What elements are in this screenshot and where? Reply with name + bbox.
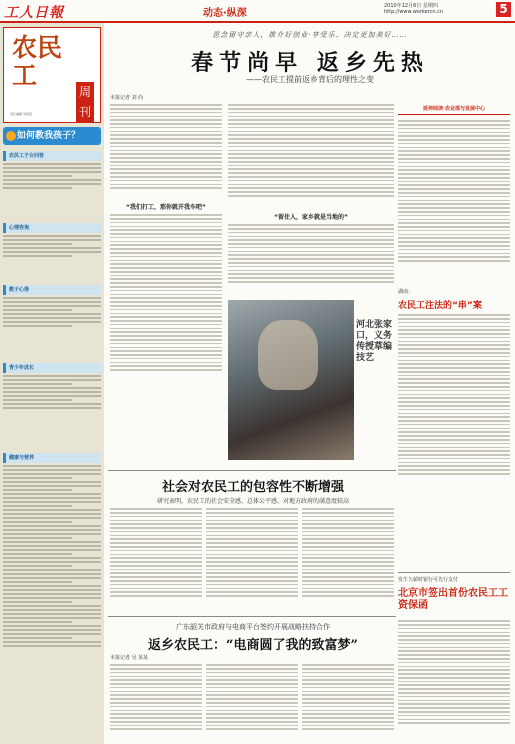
- article-column-2b: [228, 222, 394, 285]
- article-column-1: [110, 102, 222, 191]
- gd-column-2: [206, 662, 298, 732]
- qa-heading: 健康与营养: [3, 453, 101, 463]
- main-subhead: ——农民工提前返乡背后的理性之变: [246, 75, 374, 84]
- right-headline-3: 北京市签出首份农民工工资保函: [398, 588, 508, 611]
- gd-column-1: [110, 662, 202, 732]
- article-column-2: [228, 102, 394, 199]
- qa-block-4: [3, 363, 101, 411]
- right-kicker-3: 发生欠薪时银行可先行支付: [398, 577, 459, 583]
- gd-top-rule: [108, 616, 396, 617]
- society-column-2: [206, 506, 298, 599]
- gd-column-3: [302, 662, 394, 732]
- weekly-badge: 周刊: [76, 82, 94, 122]
- society-column-1: [110, 506, 202, 599]
- slogan-line: 思念留守亲人，推介好创业·享受乐、决定更加美好……: [212, 31, 408, 39]
- article-subtitle-1: “我们打工，那你就开我车吧”: [126, 204, 206, 211]
- right-divider: [398, 572, 510, 573]
- society-column-3: [302, 506, 394, 599]
- right-column-text: [398, 118, 510, 264]
- issue-date: 2010年12月6日 星期四: [384, 3, 438, 9]
- dateline: [384, 3, 443, 15]
- main-headline: 春节尚早 返乡先热: [191, 50, 429, 76]
- qa-heading: 青少年成长: [3, 363, 101, 373]
- page-number: 5: [496, 2, 511, 17]
- left-column: [0, 23, 104, 744]
- qa-block-3: [3, 285, 101, 329]
- photo-caption: 河北张家口，义务传授草编技艺: [356, 320, 393, 363]
- qa-block-2: [3, 223, 101, 259]
- ask-banner: 如何教我孩子？: [3, 127, 101, 145]
- right-headline-2: 农民工注法的“串”案: [398, 301, 482, 311]
- right-kicker-hunan: 湖南：: [398, 289, 414, 295]
- society-top-rule: [108, 470, 396, 471]
- qa-heading: 农民工子女问答: [3, 151, 101, 161]
- qa-block-5: [3, 453, 101, 649]
- newspaper-logo: 工人日報: [4, 5, 64, 21]
- article-photo: [228, 300, 354, 460]
- society-headline: 社会对农民工的包容性不断增强: [161, 480, 344, 495]
- supplement-title-box: [3, 27, 101, 123]
- article-column-1b: [110, 212, 222, 373]
- gd-byline: 本报记者 吴 某某: [110, 655, 149, 661]
- qa-heading: 心理咨询: [3, 223, 101, 233]
- right-column-text-3: [398, 618, 510, 726]
- article-subtitle-2: “留住人，家乡就是当地的”: [274, 214, 348, 221]
- section-title: 动态·纵深: [203, 8, 247, 19]
- qa-heading: 教子心得: [3, 285, 101, 295]
- society-subhead: 研究表明，农民工的社会安全感、总体公平感、对地方政府的满意度较高: [156, 498, 349, 505]
- supplement-title: 农民工: [12, 33, 63, 90]
- gd-kicker: 广东韶关市政府与电商平台签约开展战略扶持合作: [176, 623, 330, 631]
- gd-headline: 返乡农民工：“电商圆了我的致富梦”: [148, 638, 358, 653]
- website-url: http://www.workercn.cn: [384, 9, 444, 15]
- right-section-heading: 延伸阅读·农业部与发展中心: [398, 104, 510, 115]
- main-byline: 本报记者 刘 尚: [110, 95, 144, 101]
- editor-credit: 责任编辑 刘某某: [10, 112, 32, 116]
- qa-block-1: [3, 151, 101, 191]
- right-column-text-2: [398, 312, 510, 477]
